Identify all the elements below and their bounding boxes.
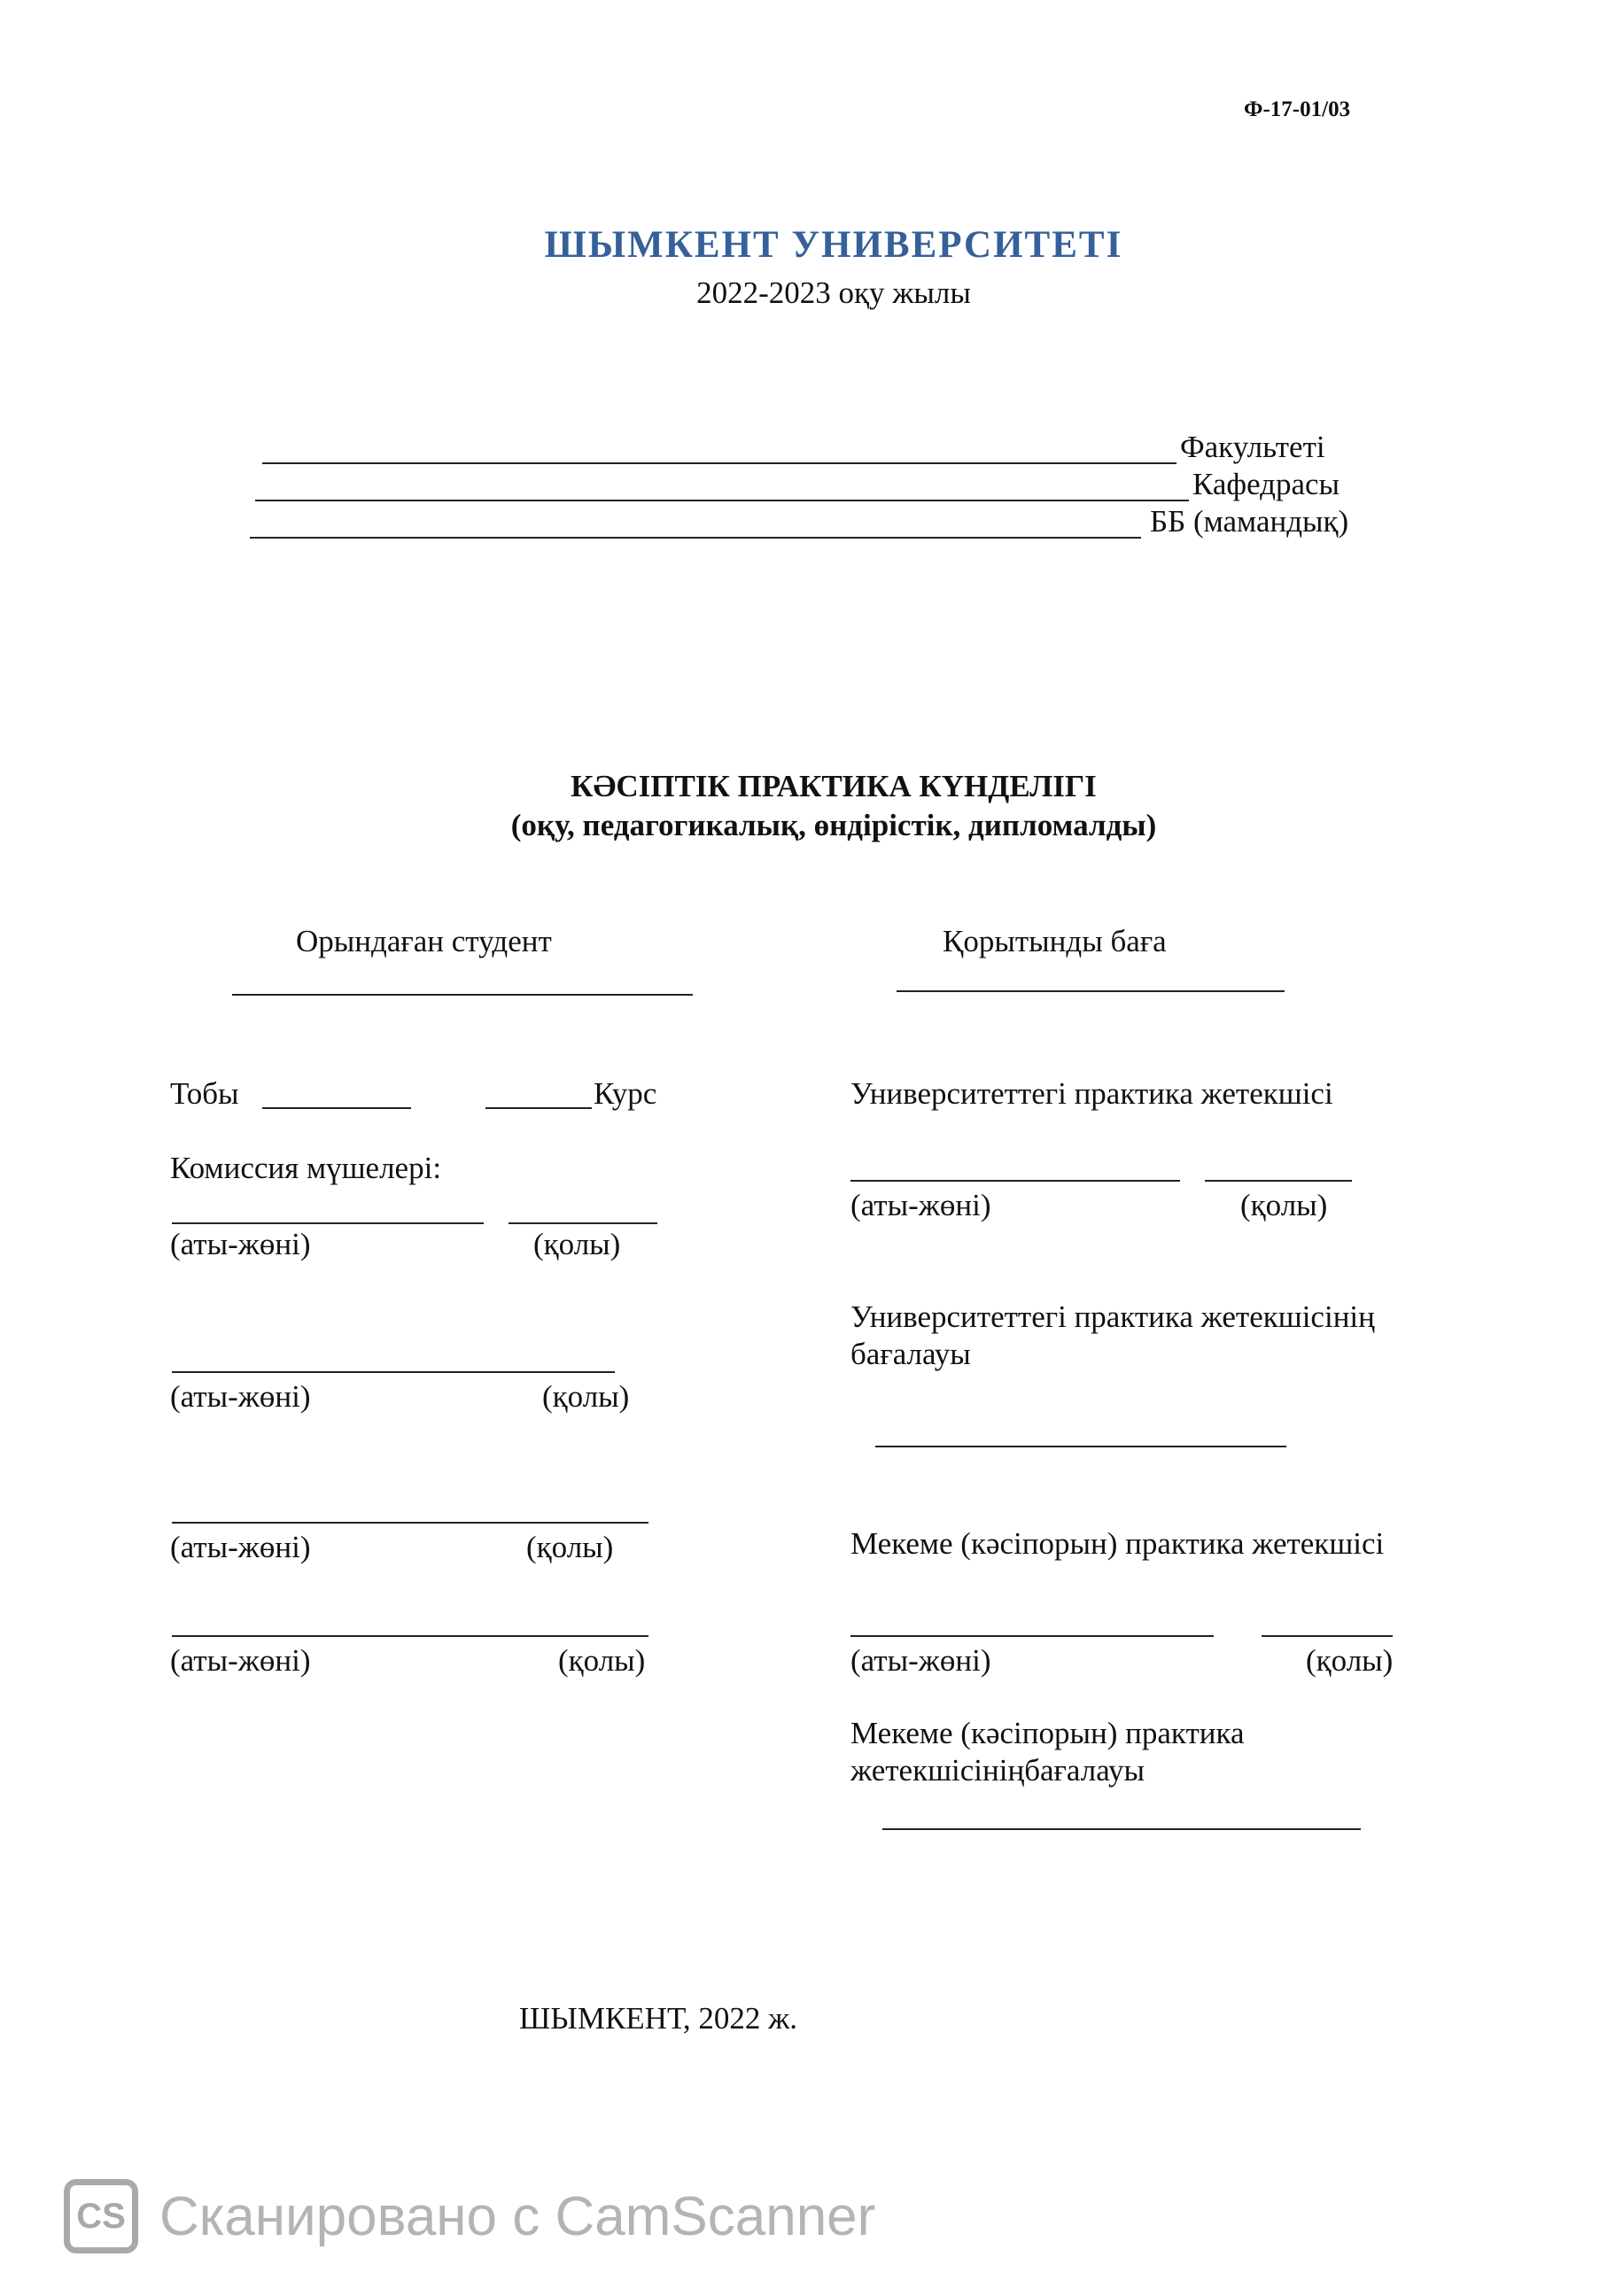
group-input-line[interactable] — [262, 1107, 411, 1109]
commission-2-line[interactable] — [172, 1371, 615, 1373]
uni-supervisor-name-label: (аты-жөні) — [850, 1188, 991, 1222]
final-grade-label: Қорытынды баға — [943, 924, 1167, 958]
commission-3-name-label: (аты-жөні) — [170, 1530, 311, 1564]
uni-supervisor-name-line[interactable] — [850, 1180, 1180, 1182]
course-label: Курс — [594, 1076, 657, 1111]
faculty-label: Факультеті — [1180, 430, 1325, 464]
org-supervisor-sign-label: (қолы) — [1306, 1643, 1394, 1678]
org-supervisor-name-line[interactable] — [850, 1635, 1214, 1637]
uni-supervisor-label: Университеттегі практика жетекшісі — [850, 1076, 1333, 1111]
uni-assessment-line[interactable] — [875, 1446, 1286, 1447]
document-title: КӘСІПТІК ПРАКТИКА КҮНДЕЛІГІ — [571, 769, 1097, 803]
camscanner-watermark — [64, 2179, 875, 2253]
org-supervisor-name-label: (аты-жөні) — [850, 1643, 991, 1678]
department-label: Кафедрасы — [1192, 467, 1340, 501]
commission-3-line[interactable] — [172, 1522, 648, 1524]
commission-2-name-label: (аты-жөні) — [170, 1379, 311, 1414]
org-supervisor-sign-line[interactable] — [1262, 1635, 1393, 1637]
uni-assessment-label-1: Университеттегі практика жетекшісінің — [850, 1299, 1375, 1334]
commission-1-name-label: (аты-жөні) — [170, 1227, 311, 1261]
group-label: Тобы — [170, 1076, 239, 1111]
document-subtitle: (оқу, педагогикалық, өндірістік, дипломалды) — [510, 808, 1157, 842]
camscanner-logo-icon: CS — [64, 2179, 138, 2253]
org-assessment-label-1: Мекеме (кәсіпорын) практика — [850, 1716, 1245, 1750]
org-assessment-label-2: жетекшісініңбағалауы — [850, 1753, 1145, 1788]
department-input-line[interactable] — [255, 500, 1189, 501]
commission-3-sign-label: (қолы) — [526, 1530, 614, 1564]
commission-4-line[interactable] — [172, 1635, 648, 1637]
commission-1-name-line[interactable] — [172, 1222, 484, 1224]
university-title: ШЫМКЕНТ УНИВЕРСИТЕТІ — [544, 224, 1123, 266]
commission-1-sign-line[interactable] — [509, 1222, 657, 1224]
course-input-line[interactable] — [485, 1107, 592, 1109]
academic-year: 2022-2023 оқу жылы — [696, 275, 971, 310]
specialty-label: ББ (мамандық) — [1150, 504, 1349, 539]
commission-2-sign-label: (қолы) — [542, 1379, 630, 1414]
faculty-input-line[interactable] — [262, 462, 1176, 464]
uni-supervisor-sign-label: (қолы) — [1240, 1188, 1328, 1222]
camscanner-text: Сканировано с CamScanner — [159, 2185, 876, 2247]
commission-4-name-label: (аты-жөні) — [170, 1643, 311, 1678]
uni-supervisor-sign-line[interactable] — [1205, 1180, 1352, 1182]
commission-4-sign-label: (қолы) — [558, 1643, 646, 1678]
final-grade-line[interactable] — [897, 990, 1285, 992]
student-name-line[interactable] — [232, 994, 693, 996]
org-supervisor-label: Мекеме (кәсіпорын) практика жетекшісі — [850, 1526, 1385, 1561]
form-code: Ф-17-01/03 — [1244, 97, 1351, 121]
org-assessment-line[interactable] — [882, 1828, 1361, 1830]
commission-label: Комиссия мүшелері: — [170, 1151, 442, 1185]
commission-1-sign-label: (қолы) — [533, 1227, 621, 1261]
student-label: Орындаған студент — [296, 924, 552, 958]
uni-assessment-label-2: бағалауы — [850, 1337, 971, 1371]
city-year: ШЫМКЕНТ, 2022 ж. — [519, 2001, 798, 2036]
specialty-input-line[interactable] — [250, 537, 1141, 539]
